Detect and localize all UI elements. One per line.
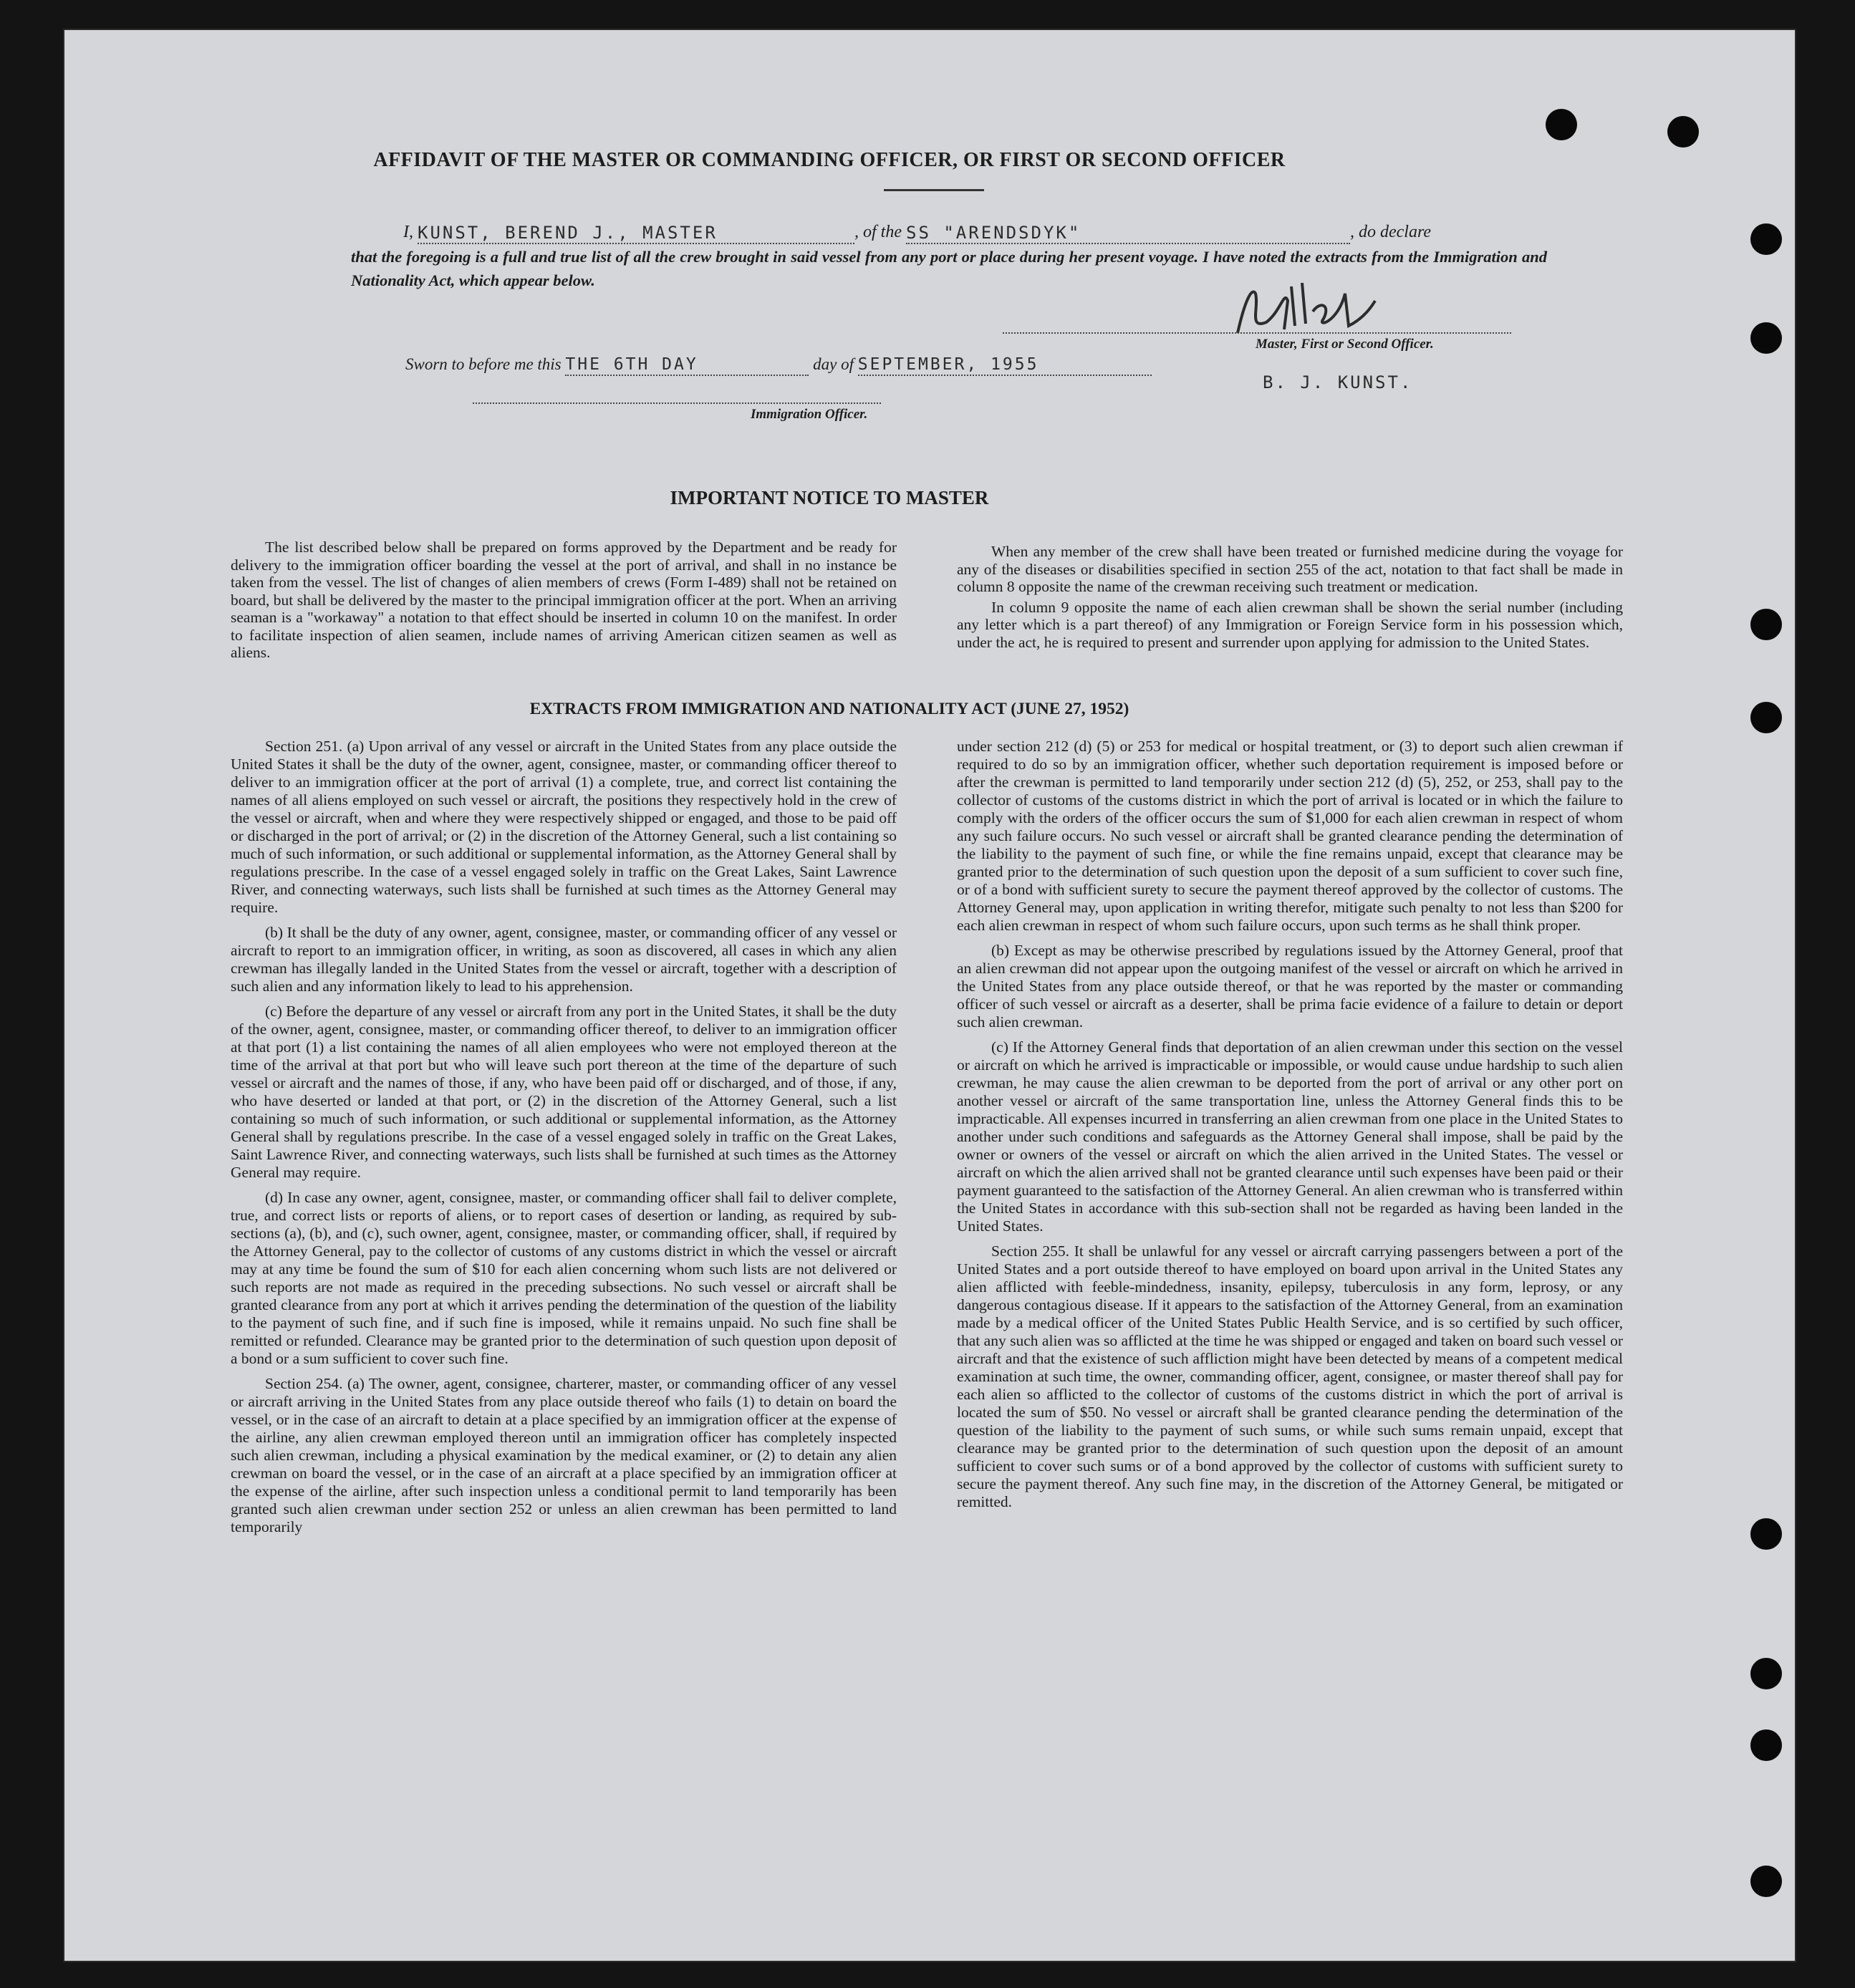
punch-hole — [1750, 1658, 1782, 1689]
vessel-name-field: SS "ARENDSDYK" — [906, 221, 1350, 244]
section-paragraph: Section 255. It shall be unlawful for any vessel or aircraft carrying passengers between a port of the United States and a port outside thereof to have employed on board upon arrival in the United States any alien afflicted with feeble-mindedness, insanity, epilepsy, tuberculosis in any form, leprosy, or any dangerous contagious disease. If it appears to the satisfaction of the Attorney General, from an examination made by a medical officer of the United States Public Health Service, and is so certified by such officer, that any such alien was so afflicted at the time he was shipped or engaged and taken on board such vessel or aircraft and that the existence of such affliction might have been detected by means of a competent medical examination at such time, the owner, commanding officer, agent, consignee, or master thereof shall pay for each alien so afflicted to the collector of customs of the customs district in which the port of arrival is located the sum of $50. No vessel or aircraft shall be granted clearance pending the determination of the question of the liability to the payment of such sums, or while such sums remain unpaid, except that clearance may be granted prior to the determination of such question upon the deposit of an amount sufficient to cover such sums or of a bond approved by the collector of customs with sufficient surety to secure the payment thereof. Any such fine may, in the discretion of the Attorney General, be mitigated or remitted. — [957, 1242, 1623, 1510]
punch-hole — [1750, 1518, 1782, 1550]
section-paragraph: (c) If the Attorney General finds that deportation of an alien crewman under this section on the vessel or aircraft on which he arrived is impracticable or impossible, or would cause undue hardship to such alien crewman, he may cause the alien crewman to be deported from the port of arrival or any other port on another vessel or aircraft of the same transportation line, unless the Attorney General finds this to be impracticable. All expenses incurred in transferring an alien crewman from one place in the United States to another under such conditions and safeguards as the Attorney General shall impose, shall be paid by the owner or owners of the vessel or aircraft on which the alien arrived in the United States. The vessel or aircraft on which the alien arrived shall not be granted clearance until such expenses have been paid or their payment guaranteed to the satisfaction of the Attorney General. An alien crewman who is transferred within the United States in accordance with this sub-section shall not be regarded as having been landed in the United States. — [957, 1038, 1623, 1235]
document-page — [63, 29, 1796, 1962]
section-paragraph: (c) Before the departure of any vessel or aircraft from any port in the United States, it shall be the duty of the owner, agent, consignee, master, or commanding officer thereof, to deliver to an immigration officer at that port (1) a list containing the names of all alien employees who were not employed thereon at the time of the arrival at that port but who will leave such port thereon at the time of the departure of such vessel or aircraft and the names of those, if any, who have been paid off or discharged, and of those, if any, who have deserted or landed at that port, or (2) in the discretion of the Attorney General, such a list containing so much of such information, or such additional or supplemental information, as the Attorney General shall by regulations prescribe. In the case of a vessel engaged solely in traffic on the Great Lakes, Saint Lawrence River, and connecting waterways, such lists shall be furnished at such times as the Attorney General may require. — [231, 1003, 897, 1181]
punch-hole — [1667, 116, 1699, 148]
affidavit-title: AFFIDAVIT OF THE MASTER OR COMMANDING OFFICER, OR FIRST OR SECOND OFFICER — [373, 149, 1286, 171]
master-caption: Master, First or Second Officer. — [1256, 337, 1434, 352]
punch-hole — [1750, 223, 1782, 255]
section-paragraph: (b) Except as may be otherwise prescribed by regulations issued by the Attorney General, proof that an alien crewman did not appear upon the outgoing manifest of the vessel or aircraft on which he arrived in the United States from any place outside thereof, or that he was reported by the master or commanding officer of such vessel or aircraft as a deserter, shall be prima facie evidence of a failure to detain or deport such alien crewman. — [957, 942, 1623, 1031]
notice-title: IMPORTANT NOTICE TO MASTER — [670, 487, 989, 508]
notice-right-paragraph: In column 9 opposite the name of each alien crewman shall be shown the serial number (including any letter which is a part thereof) of any Immigration or Foreign Service form in his possession which, under the act, he is required to present and surrender upon applying for admission to the United States. — [957, 598, 1623, 651]
sworn-month-field: SEPTEMBER, 1955 — [858, 353, 1152, 376]
notice-left-paragraph: The list described below shall be prepared on forms approved by the Department and be ready for delivery to the immigration officer boarding the vessel at the port of arrival, and shall in no instance be taken from the vessel. The list of changes of alien members of crews (Form I-489) shall not be retained on board, but shall be delivered by the master to the principal immigration officer at the port. When an arriving seaman is a "workaway" a notation to that effect should be inserted in column 10 on the manifest. In order to facilitate inspection of alien seamen, include names of arriving American citizen seamen as well as aliens. — [231, 539, 897, 661]
notice-left-column — [231, 539, 897, 662]
master-signature-line — [1003, 332, 1511, 334]
of-the-label: , of the — [854, 223, 902, 241]
immigration-officer-line — [473, 402, 881, 404]
section-paragraph: (d) In case any owner, agent, consignee, master, or commanding officer shall fail to deliver complete, true, and correct lists or reports of aliens, or to report cases of desertion or landing, as required by sub-sections (a), (b), and (c), such owner, agent, consignee, master, or commanding officer, shall, if required by the Attorney General, pay to the collector of customs of any customs district in which the vessel or aircraft may at any time be found the sum of $10 for each alien concerning whom such lists are not delivered or such reports are not made as required in the preceding subsections. No such vessel or aircraft shall be granted clearance from any port at which it arrives pending the determination of the question of the liability to the payment of such fine, and if such fine is imposed, while it remains unpaid. No such fine shall be remitted or refunded. Clearance may be granted prior to the determination of such question upon deposit of a bond or a sum sufficient to cover such fine. — [231, 1189, 897, 1367]
intro-i: I, — [403, 223, 413, 241]
do-declare-label: , do declare — [1350, 223, 1432, 241]
sworn-day-field: THE 6TH DAY — [565, 353, 809, 376]
punch-hole — [1750, 702, 1782, 733]
section-paragraph: under section 212 (d) (5) or 253 for medical or hospital treatment, or (3) to deport such alien crewman if required to do so by an immigration officer, whether such deportation requirement is imposed before or after the crewman is permitted to land temporarily under section 212 (d) (5), 252, or 253, shall pay to the collector of customs of the customs district in which the port of arrival is located or in which the failure to comply with the orders of the officer occurs the sum of $1,000 for each alien crewman in respect of whom any such failure occurs. No such vessel or aircraft shall be granted clearance pending the determination of the liability to the payment of such fine, or while the fine remains unpaid, except that clearance may be granted prior to the determination of such question upon the deposit of a sum sufficient to cover such fine, or of a bond with sufficient surety to secure the payment thereof approved by the collector of customs. The Attorney General may, upon application in writing therefor, mitigate such penalty to not less than $200 for each alien crewman in respect of whom such failure occurs, upon such terms as he shall think proper. — [957, 738, 1623, 934]
section-paragraph: (b) It shall be the duty of any owner, agent, consignee, master, or commanding officer of any vessel or aircraft to report to an immigration officer, in writing, as soon as discovered, all cases in which any alien crewman has illegally landed in the United States from the vessel or aircraft, together with a description of such alien and any information likely to lead to his apprehension. — [231, 924, 897, 995]
day-of-label: day of — [813, 355, 854, 373]
title-rule — [884, 189, 984, 191]
sworn-line — [405, 352, 1336, 376]
immigration-officer-caption: Immigration Officer. — [751, 407, 868, 422]
declaration-line-1 — [403, 221, 1549, 244]
sworn-prefix: Sworn to before me this — [405, 355, 562, 373]
punch-hole — [1750, 322, 1782, 354]
punch-hole — [1546, 109, 1577, 140]
printed-master-name: B. J. KUNST. — [1263, 372, 1413, 392]
master-name-field: KUNST, BEREND J., MASTER — [418, 221, 854, 244]
section-paragraph: Section 251. (a) Upon arrival of any vessel or aircraft in the United States from any place outside the United States it shall be the duty of the owner, agent, consignee, master, or commanding officer thereof to deliver to an immigration officer at the port of arrival (1) a complete, true, and correct list containing the names of all aliens employed on such vessel or aircraft, the positions they respectively hold in the crew of the vessel or aircraft, when and where they were respectively shipped or engaged, and those to be paid off or discharged in the port of arrival; or (2) in the discretion of the Attorney General, such a list containing so much of such information, or such additional or supplemental information, as the Attorney General shall by regulations prescribe. In the case of a vessel engaged solely in traffic on the Great Lakes, Saint Lawrence River, and connecting waterways, such lists shall be furnished at such times as the Attorney General may require. — [231, 738, 897, 916]
declaration-text: that the foregoing is a full and true list of all the crew brought in said vessel from any port or place during her present voyage. I have noted the extracts from the Immigration and Nationality Act, which appear below. — [351, 248, 1547, 289]
extracts-left-column — [231, 738, 897, 1543]
punch-hole — [1750, 1729, 1782, 1761]
punch-hole — [1750, 1866, 1782, 1897]
notice-right-paragraph: When any member of the crew shall have been treated or furnished medicine during the voyage for any of the diseases or disabilities specified in section 255 of the act, notation to that fact shall be made in column 8 opposite the name of the crewman receiving such treatment or medication. — [957, 543, 1623, 595]
extracts-right-column — [957, 738, 1623, 1518]
section-paragraph: Section 254. (a) The owner, agent, consignee, charterer, master, or commanding officer of any vessel or aircraft arriving in the United States from any place outside thereof who fails (1) to detain on board the vessel, or in the case of an aircraft to detain at a place specified by an immigration officer at the expense of the airline, any alien crewman employed thereon until an immigration officer has completely inspected such alien crewman, including a physical examination by the medical examiner, or (2) to detain any alien crewman on board the vessel, or in the case of an aircraft at a place specified by an immigration officer at the expense of the airline, after such inspection unless a conditional permit to land temporarily has been granted such alien crewman under section 252 or unless an alien crewman has been permitted to land temporarily — [231, 1375, 897, 1535]
extracts-title: EXTRACTS FROM IMMIGRATION AND NATIONALITY ACT (JUNE 27, 1952) — [529, 700, 1129, 718]
punch-hole — [1750, 609, 1782, 640]
notice-right-column — [957, 543, 1623, 651]
